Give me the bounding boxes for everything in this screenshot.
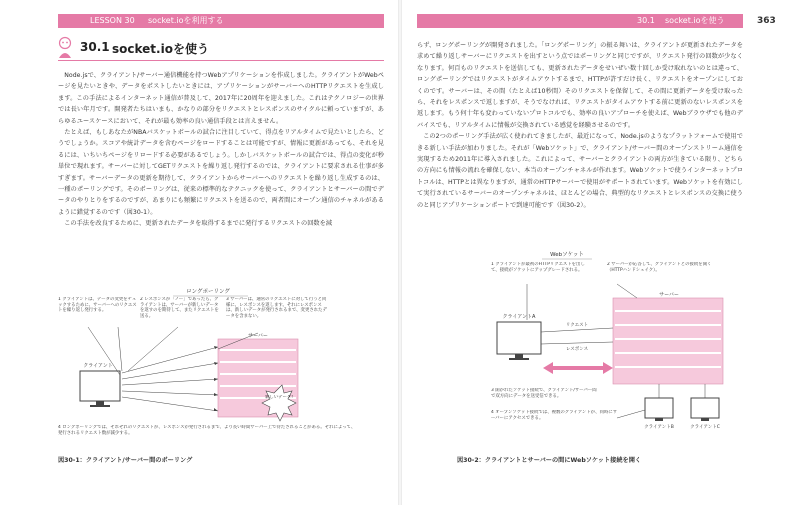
header-section-title: socket.ioを使う bbox=[665, 16, 725, 25]
body-text-left bbox=[58, 70, 384, 230]
client-a-label: クライアントA bbox=[502, 314, 536, 320]
client-c-label: クライアントC bbox=[690, 425, 720, 430]
note-1: 1 クライアントは、データの変更をチェックするために、サーバーへのリクエストを繰り返し発行する。 bbox=[58, 297, 137, 314]
response-label: レスポンス bbox=[565, 347, 589, 352]
note-3: 3 サーバーは、通常のリクエストに対して行うと同様に、レスポンスを返します。それにレスポンスは、新しいデータが発行されるまで、変更されたデータを含まない。 bbox=[226, 297, 327, 319]
running-header-right bbox=[417, 14, 743, 28]
figure-label-polling: ロングポーリング bbox=[186, 289, 230, 295]
note-4: 4 ロングポーリングでは、それぞれのリクエストが、レスポンスが発行されるまで、より長い時間サーバー上で待たされることがある。それによって、発行されるリクエスト数が減少する。 bbox=[58, 425, 356, 436]
server-label: サーバー bbox=[248, 333, 268, 339]
section-number: 30.1 bbox=[80, 40, 110, 54]
mascot-icon bbox=[56, 36, 74, 60]
header-lesson: LESSON 30 bbox=[90, 16, 135, 25]
bidirectional-arrow-icon bbox=[543, 362, 613, 374]
figure-caption-right: 図30-2：クライアントとサーバーの間にWebソケット接続を開く bbox=[457, 457, 642, 464]
server-box bbox=[613, 298, 723, 384]
request-label: リクエスト bbox=[565, 323, 589, 328]
figure-label-websocket: Webソケット bbox=[550, 252, 584, 258]
left-page bbox=[0, 0, 399, 505]
header-section: 30.1 bbox=[637, 16, 655, 25]
right-page bbox=[401, 0, 800, 505]
client-label: クライアント bbox=[83, 363, 113, 369]
client-b-monitor-icon bbox=[645, 398, 673, 421]
client-b-label: クライアントB bbox=[644, 425, 674, 430]
paragraph: この2つのポーリング手法が広く使われてきましたが、最近になって、Node.jsのようなプラットフォームで使用できる新しい手法が加わりました。それが「Webソケット」で、クライアント/サーバー間のオープンストリーム通信を実現するため2011年に導入されました。これによって、サーバーとクライアントの両方が生きている限り、どちらの方向にも情報の流れを確保しない、本当のオープンチャネルが作れます。Webソケットで使うインターネットプロトコルは、HTTPとは異なりますが、通常のHTTPサーバーで使用がサポートされています。Webソケットを有効にして実行されているサーバーのオープンチャネルは、ほとんどの場合、典型的なリクエストとレスポンスの交換に使うのと同じアプリケーションポートで到達可能です（図30-2）。 bbox=[417, 133, 743, 209]
running-header-left bbox=[58, 14, 384, 28]
arrow-heads bbox=[214, 346, 218, 411]
header-lesson-title: socket.ioを利用する bbox=[148, 16, 224, 25]
body-text-right bbox=[417, 40, 743, 211]
client-a-monitor-icon bbox=[497, 322, 541, 360]
note-3: 3 開かれたソケット接続で、クライアント/サーバー間で双方向にデータを送受信できる。 bbox=[491, 388, 597, 399]
note-4: 4 オープンソケット接続では、複数のクライアントが、同時にサーバーにアクセスできる。 bbox=[491, 410, 618, 421]
figure-websocket bbox=[417, 250, 743, 440]
paragraph: らず、ロングポーリングが開発されました。「ロングポーリング」の振る舞いは、クライアントが更新されたデータを求めて繰り返しサーバーにリクエストを出すという点ではポーリングと同じですが、リクエスト発行の回数が少なくなります。何百ものリクエストを送信しても、更新されたデータをせいぜい数十回しか受け取れないのとは違って、ロングポーリングではリクエストがタイムアウトするまで、HTTPが許すだけ長く、リクエストをオープンにしておくのです。サーバーは、その間（たとえば10秒間）そのリクエストを保留して、その間に更新データを受け取ったら、それをレスポンスで返しますが、そうでなければ、リクエストがタイムアウトする前に更新のないレスポンスを返します。もう何十年も変わっていないプロトコルでも、効率の良いアプローチを使えば、Webブラウザでも他のデバイスでも、リアルタイムに情報が交換されている感覚を経験させるのです。 bbox=[417, 42, 743, 129]
paragraph: この手法を改良するために、更新されたデータを取得するまでに発行するリクエストの回数を減 bbox=[64, 220, 333, 228]
note-2: 2 レスポンスが「ノー」であったら、クライアントは、サーバーが新しいデータを返すのを期待して、またリクエストを送る。 bbox=[140, 297, 219, 319]
new-data-burst: 新しいデータ! bbox=[262, 385, 296, 421]
paragraph: Node.jsで、クライアント/サーバー通信機能を持つWebアプリケーションを作成しました。クライアントがWebページを見たいときや、データをポストしたいときには、アプリケーションがサーバーへのHTTPリクエストを生成します。この手法によるインターネット通信が普及して、2017年に20周年を迎えました。これはテクノロジーの世界では長い年月です。開発者たちはいまも、かなりの部分をリクエストとレスポンスのサイクルに頼っていますが、あらゆるユースケースにおいて、それが最も効率の良い通信手段とは言えません。 bbox=[58, 72, 384, 125]
section-heading bbox=[58, 40, 384, 61]
note-1: 1 クライアントが最初のHTTPリクエストを出して、接続がソケットにアップグレードされる。 bbox=[491, 262, 585, 273]
page-number-right: 363 bbox=[757, 16, 776, 26]
client-monitor-icon bbox=[80, 371, 120, 407]
paragraph: たとえば、もしあなたがNBAバスケットボールの試合に注目していて、得点をリアルタイムで見たいとしたら、どうでしょうか。スコアや統計データを含むページをロードすることは可能ですが、情報に更新があっても、それを見るには、いちいちページをリロードする必要があるでしょう。しかしバスケットボールの試合では、得点の変化が秒単位で現れます。サーバーに対してGETリクエストを繰り返し発行するのでは、クライアントに要求される仕事が多すぎます。サーバーデータの更新を期待して、クライアントからサーバーへのリクエストを繰り返し生成するのは、一種のポーリングです。そのポーリングは、従来の標準的なテクニックを使って、クライアントとサーバーの間でデータのやりとりをするのですが、あまりにも頻繁にリクエストを送るので、両者間にオープン通信のチャネルがあるように錯覚するのです（図30-1）。 bbox=[58, 129, 384, 216]
client-c-monitor-icon bbox=[691, 398, 719, 421]
figure-polling bbox=[58, 287, 384, 447]
figure-caption-left: 図30-1：クライアント/サーバー間のポーリング bbox=[58, 457, 193, 464]
server-label: サーバー bbox=[659, 292, 679, 298]
section-title: socket.ioを使う bbox=[112, 42, 209, 56]
note-2: 2 サーバーが応答して、クライアントとの接続を開く（HTTPハンドシェイク）。 bbox=[607, 262, 712, 273]
